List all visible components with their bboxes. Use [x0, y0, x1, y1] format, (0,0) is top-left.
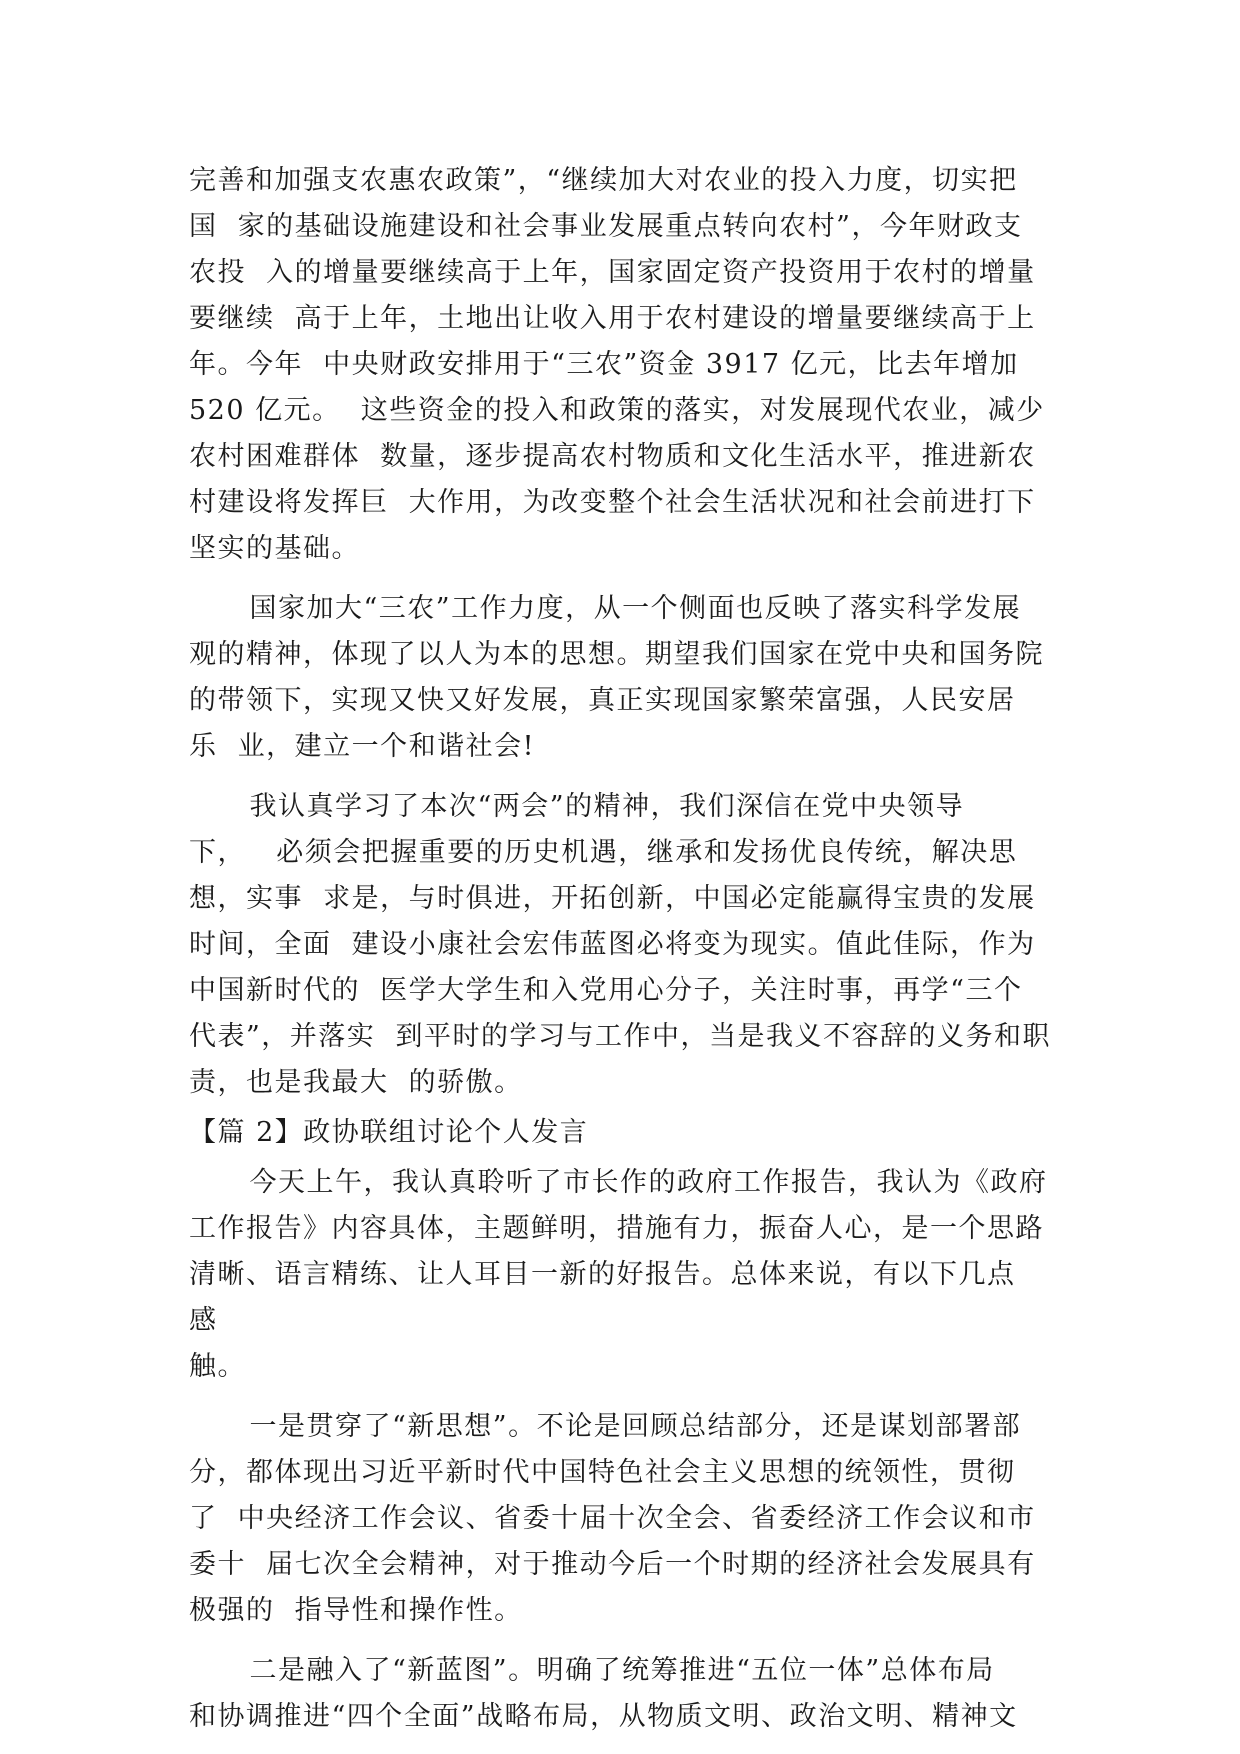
text-line: 想，实事 求是，与时俱进，开拓创新，中国必定能赢得宝贵的发展	[189, 883, 1036, 914]
text-line: 完善和加强支农惠农政策”，“继续加大对农业的投入力度，切实把	[189, 165, 1018, 196]
paragraph-1	[189, 158, 1053, 572]
text-line: 和协调推进“四个全面”战略布局，从物质文明、政治文明、精神文	[189, 1701, 1018, 1732]
text-line: 乐 业，建立一个和谐社会!	[189, 731, 536, 762]
text-line: 要继续 高于上年，土地出让收入用于农村建设的增量要继续高于上	[189, 303, 1036, 334]
text-line: 工作报告》内容具体，主题鲜明，措施有力，振奋人心，是一个思路	[189, 1213, 1044, 1244]
text-line: 代表”，并落实 到平时的学习与工作中，当是我义不容辞的义务和职	[189, 1021, 1051, 1052]
text-line: 观的精神，体现了以人为本的思想。期望我们国家在党中央和国务院	[189, 639, 1044, 670]
text-line: 农村困难群体 数量，逐步提高农村物质和文化生活水平，推进新农	[189, 441, 1036, 472]
text-line: 触。	[189, 1351, 246, 1382]
paragraph-3	[189, 784, 1053, 1106]
text-line: 农投 入的增量要继续高于上年，国家固定资产投资用于农村的增量	[189, 257, 1036, 288]
text-line: 今天上午，我认真聆听了市长作的政府工作报告，我认为《政府	[189, 1167, 1048, 1198]
section-heading: 【篇 2】政协联组讨论个人发言	[189, 1117, 589, 1148]
text-line: 坚实的基础。	[189, 533, 360, 564]
text-line: 国家加大“三农”工作力度，从一个侧面也反映了落实科学发展	[189, 593, 1022, 624]
text-line: 我认真学习了本次“两会”的精神，我们深信在党中央领导	[189, 791, 965, 822]
text-line: 委十 届七次全会精神，对于推动今后一个时期的经济社会发展具有	[189, 1549, 1036, 1580]
text-line: 年。今年 中央财政安排用于“三农”资金 3917 亿元，比去年增加	[189, 349, 1019, 380]
text-line: 520 亿元。 这些资金的投入和政策的落实，对发展现代农业，减少	[189, 395, 1045, 426]
paragraph-4	[189, 1160, 1053, 1390]
text-line: 二是融入了“新蓝图”。明确了统筹推进“五位一体”总体布局	[189, 1655, 995, 1686]
text-line: 时间，全面 建设小康社会宏伟蓝图必将变为现实。值此佳际，作为	[189, 929, 1036, 960]
paragraph-2	[189, 586, 1053, 770]
text-line: 清晰、语言精练、让人耳目一新的好报告。总体来说，有以下几点	[189, 1259, 1016, 1290]
text-line: 极强的 指导性和操作性。	[189, 1595, 523, 1626]
text-line: 分，都体现出习近平新时代中国特色社会主义思想的统领性，贯彻	[189, 1457, 1016, 1488]
text-line: 的带领下，实现又快又好发展，真正实现国家繁荣富强，人民安居	[189, 685, 1016, 716]
paragraph-6	[189, 1648, 1053, 1740]
text-line: 国 家的基础设施建设和社会事业发展重点转向农村”，今年财政支	[189, 211, 1023, 242]
text-line: 感	[189, 1305, 218, 1336]
text-line: 责，也是我最大 的骄傲。	[189, 1067, 523, 1098]
text-line: 一是贯穿了“新思想”。不论是回顾总结部分，还是谋划部署部	[189, 1411, 1022, 1442]
text-line: 下， 必须会把握重要的历史机遇，继承和发扬优良传统，解决思	[189, 837, 1018, 868]
text-line: 中国新时代的 医学大学生和入党用心分子，关注时事，再学“三个	[189, 975, 1023, 1006]
document-page	[189, 158, 1053, 1754]
paragraph-5	[189, 1404, 1053, 1634]
text-line: 村建设将发挥巨 大作用，为改变整个社会生活状况和社会前进打下	[189, 487, 1036, 518]
text-line: 了 中央经济工作会议、省委十届十次全会、省委经济工作会议和市	[189, 1503, 1036, 1534]
